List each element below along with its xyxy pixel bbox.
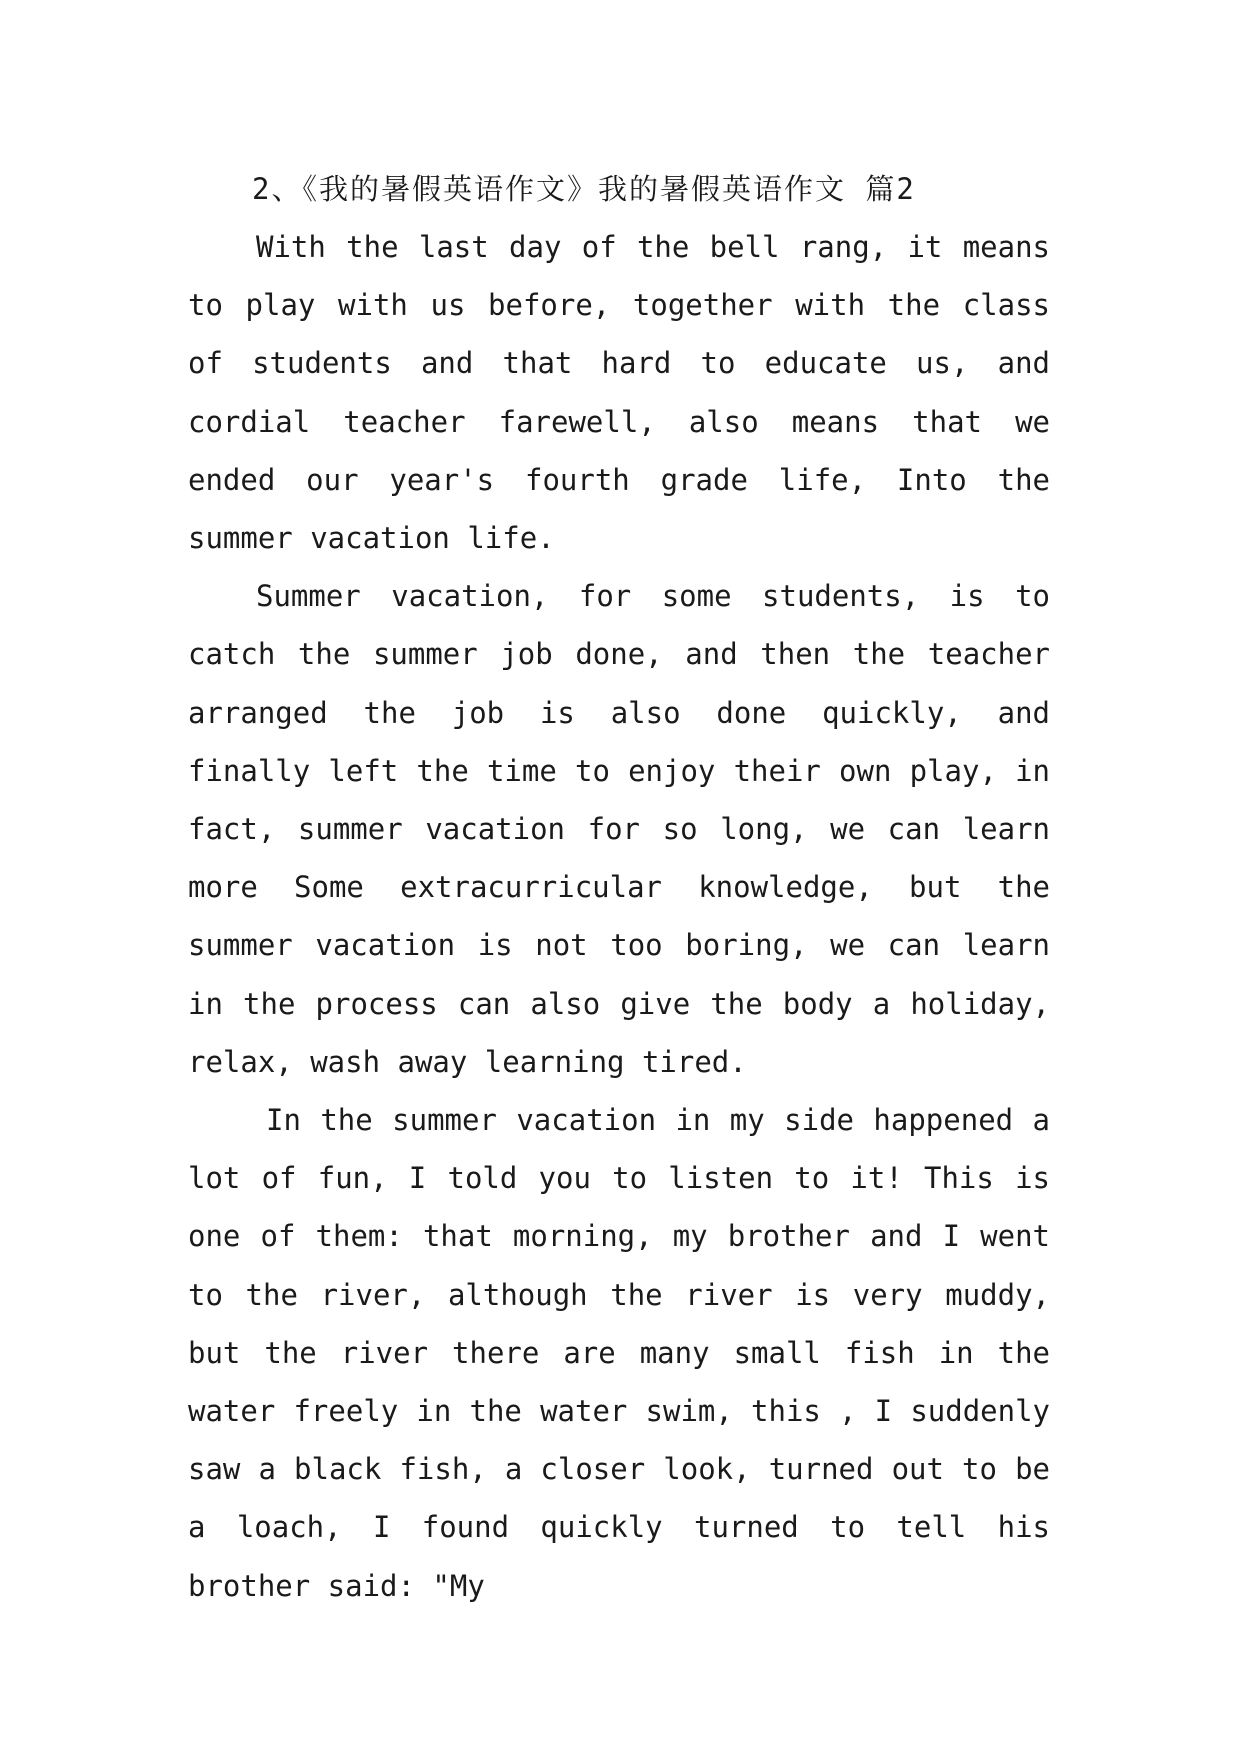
document-body [188,160,1050,1615]
paragraph-2: Summer vacation, for some students, is to catch the summer job done, and then the teacher arranged the job is also done quickly, and finally left the time to enjoy their own play, in fact, summer vacation for so long, we can learn more Some extracurricular knowledge, but the summer vacation is not too boring, we can learn in the process can also give the body a holiday, relax, wash away learning tired. [188,579,1050,1079]
paragraph-1: With the last day of the bell rang, it means to play with us before, together with the class of students and that hard to educate us, and cordial teacher farewell, also means that we ended our year's fourth grade life, Into the summer vacation life. [188,230,1050,556]
paragraph-3: In the summer vacation in my side happened a lot of fun, I told you to listen to it! This is one of them: that morning, my brother and I went to the river, although the river is very muddy, but the river there are many small fish in the water freely in the water swim, this , I suddenly saw a black fish, a closer look, turned out to be a loach, I found quickly turned to tell his brother said: "My [188,1103,1050,1603]
section-heading: 2、《我的暑假英语作文》我的暑假英语作文 篇2 [252,172,916,206]
